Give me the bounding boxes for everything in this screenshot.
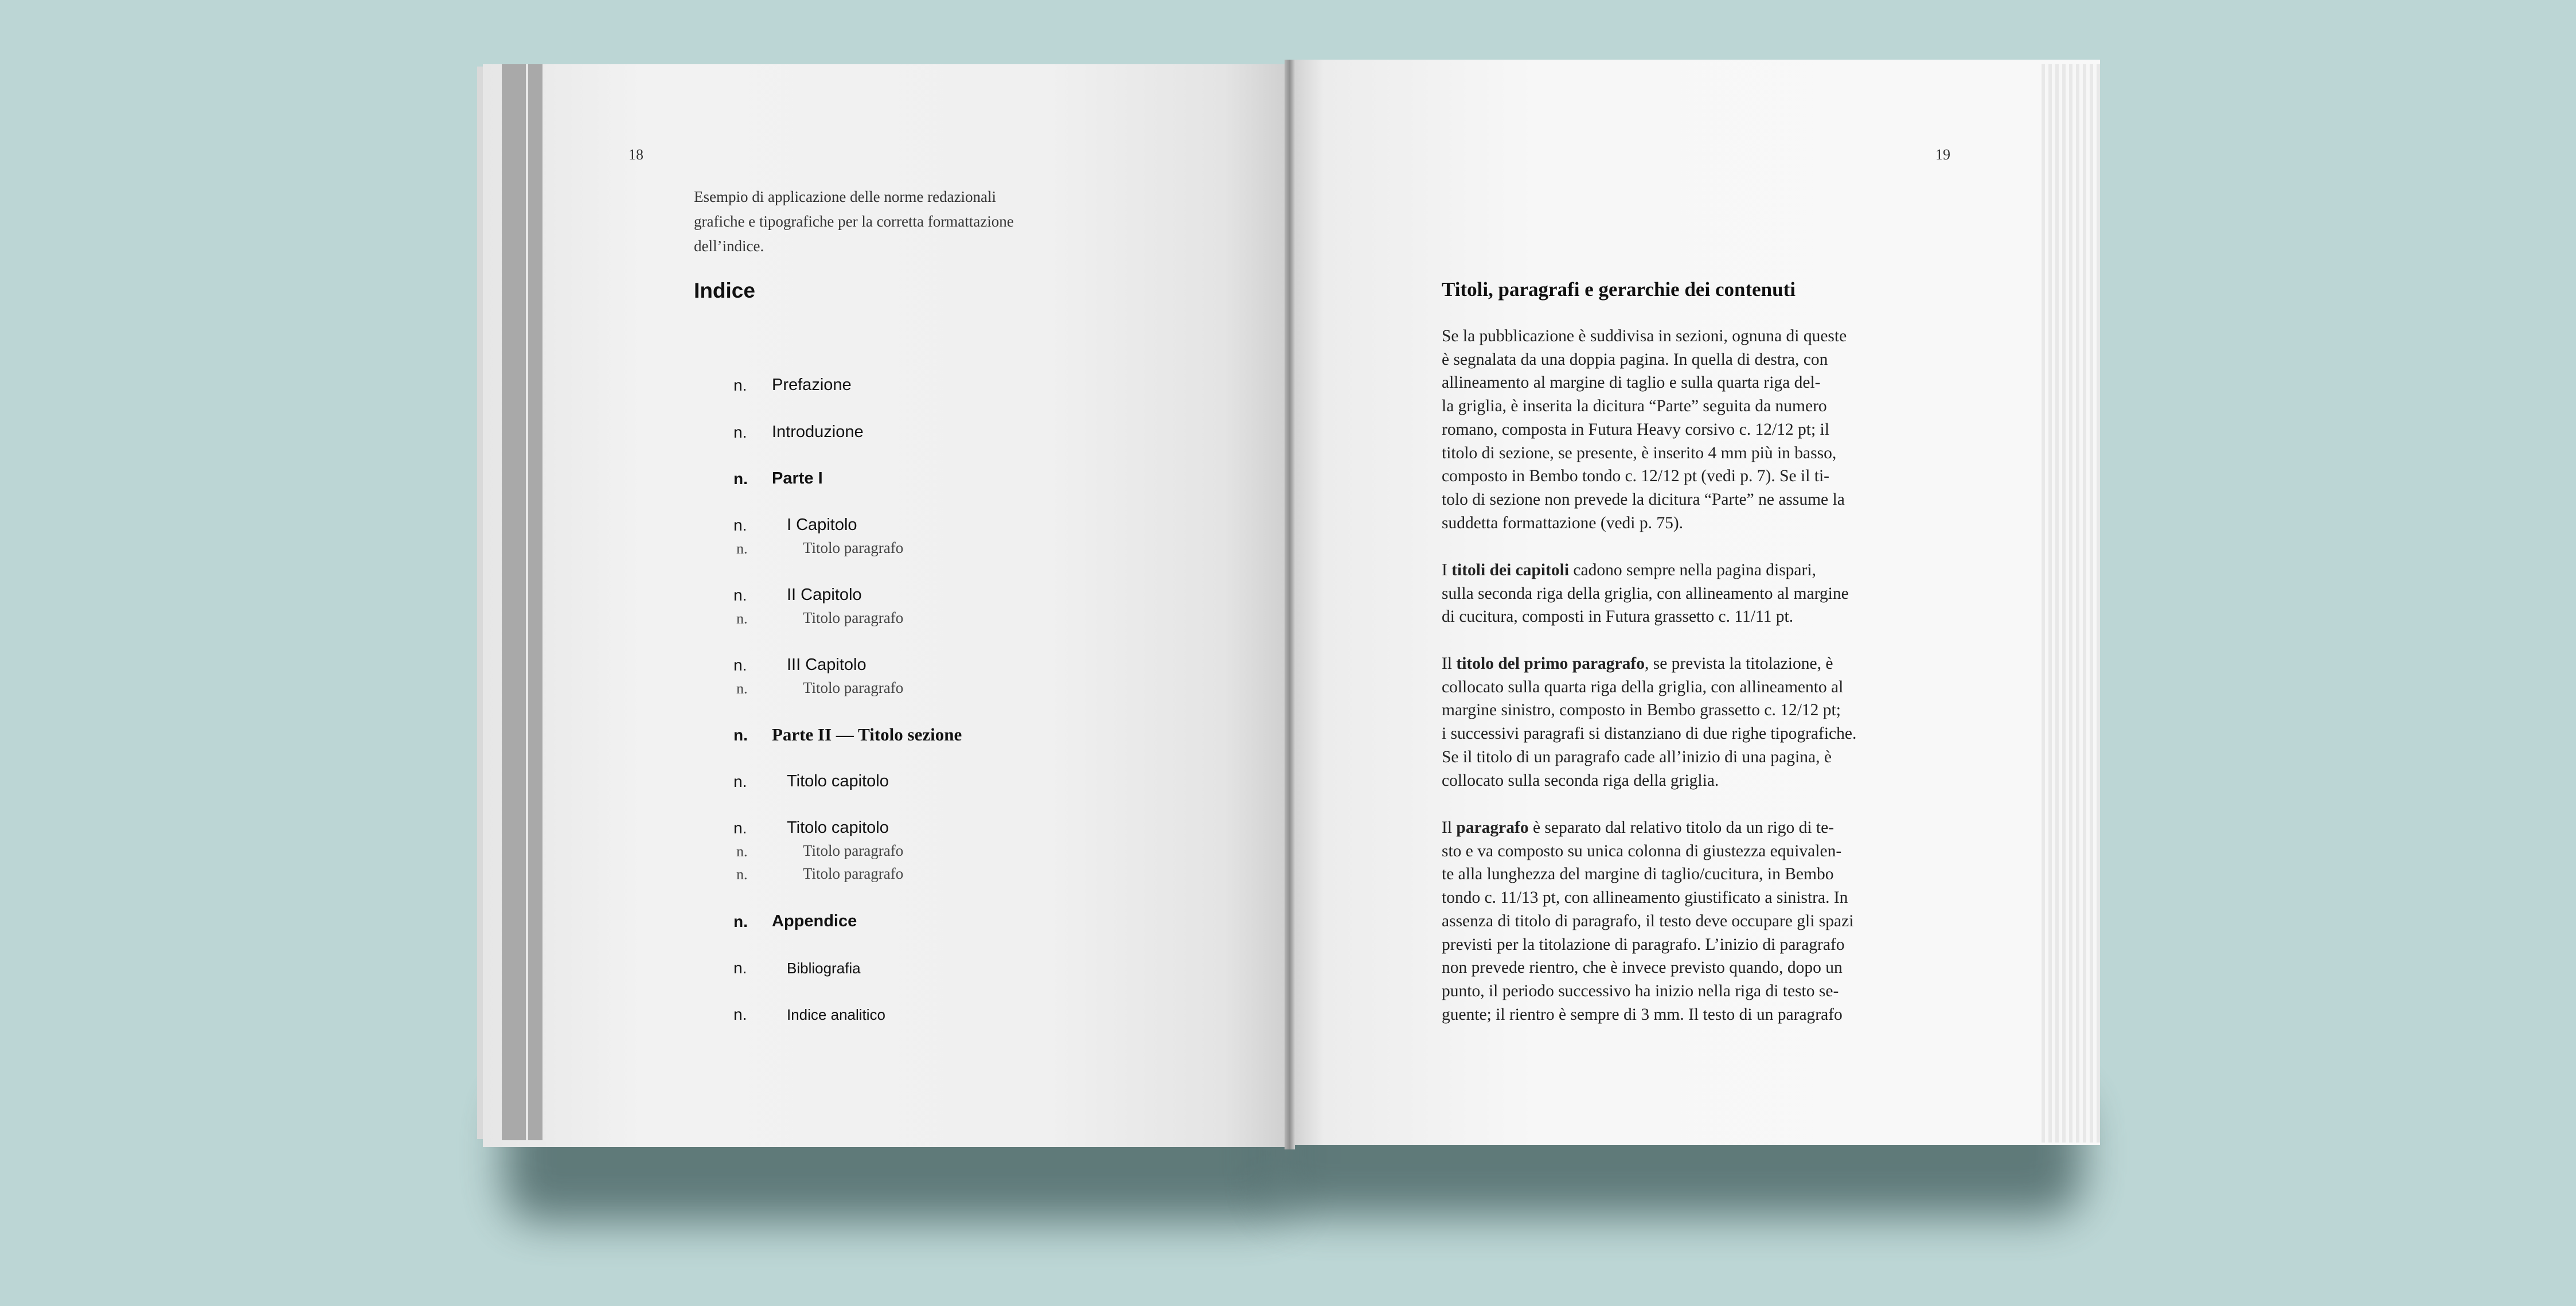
toc-entry: Prefazione bbox=[772, 376, 852, 394]
text-line bbox=[1442, 652, 1889, 676]
text-line: suddetta formattazione (vedi p. 75). bbox=[1442, 513, 1684, 532]
text-line: titolo di sezione, se presente, è inserito 4 mm più in basso, bbox=[1442, 443, 1837, 462]
toc-entry: Titolo paragrafo bbox=[803, 539, 904, 556]
body-paragraph-1 bbox=[1442, 325, 1889, 535]
toc-entry: I Capitolo bbox=[787, 516, 857, 534]
text-line: assenza di titolo di paragrafo, il testo deve occupare gli spazi bbox=[1442, 911, 1854, 930]
toc-entry: Titolo capitolo bbox=[787, 772, 889, 790]
toc-number: n. bbox=[733, 773, 747, 790]
text-line: non prevede rientro, che è invece previsto quando, dopo un bbox=[1442, 958, 1843, 977]
text-line: allineamento al margine di taglio e sulla quarta riga del- bbox=[1442, 373, 1821, 392]
toc-entry: Parte II — Titolo sezione bbox=[772, 724, 962, 744]
text-line: sulla seconda riga della griglia, con allineamento al margine bbox=[1442, 584, 1849, 603]
text-line: Se il titolo di un paragrafo cade all’inizio di una pagina, è bbox=[1442, 747, 1832, 766]
text-line: è segnalata da una doppia pagina. In quella di destra, con bbox=[1442, 350, 1828, 369]
text-lead: Il bbox=[1442, 818, 1457, 837]
text-line bbox=[1442, 559, 1889, 582]
text-line: previsti per la titolazione di paragrafo. L’inizio di paragrafo bbox=[1442, 935, 1845, 954]
section-heading: Titoli, paragrafi e gerarchie dei contenuti bbox=[1442, 278, 1796, 301]
toc-number: n. bbox=[733, 913, 748, 930]
toc-number: n. bbox=[733, 376, 747, 394]
book-spine bbox=[1285, 60, 1295, 1149]
margin-stripe bbox=[502, 64, 526, 1140]
body-paragraph-3 bbox=[1442, 652, 1889, 792]
text-line: la griglia, è inserita la dicitura “Parte” seguita da numero bbox=[1442, 397, 1827, 416]
toc-entry: Titolo paragrafo bbox=[803, 679, 904, 696]
bold-term: titoli dei capitoli bbox=[1451, 561, 1570, 579]
toc-number: n. bbox=[736, 540, 748, 557]
body-paragraph-4 bbox=[1442, 816, 1889, 1026]
bold-term: titolo del primo paragrafo bbox=[1456, 654, 1645, 673]
text-lead: Il bbox=[1442, 654, 1457, 673]
margin-stripe bbox=[528, 64, 542, 1140]
toc-number: n. bbox=[736, 866, 748, 883]
text-line: punto, il periodo successivo ha inizio nella riga di testo se- bbox=[1442, 981, 1839, 1000]
text-line: tondo c. 11/13 pt, con allineamento giustificato a sinistra. In bbox=[1442, 888, 1848, 907]
text-lead: I bbox=[1442, 561, 1452, 579]
toc-number: n. bbox=[733, 959, 747, 977]
toc-number: n. bbox=[733, 1005, 747, 1023]
toc-entry: II Capitolo bbox=[787, 586, 862, 604]
body-paragraph-2 bbox=[1442, 559, 1889, 629]
text-line: composto in Bembo tondo c. 12/12 pt (vedi p. 7). Se il ti- bbox=[1442, 467, 1829, 486]
toc-entry: III Capitolo bbox=[787, 656, 867, 674]
toc-number: n. bbox=[736, 843, 748, 860]
toc-entry: Appendice bbox=[772, 912, 857, 930]
text-line: Se la pubblicazione è suddivisa in sezioni, ognuna di queste bbox=[1442, 327, 1847, 345]
toc-entry: Bibliografia bbox=[787, 960, 861, 977]
toc-entry: Titolo paragrafo bbox=[803, 609, 904, 626]
text-line: i successivi paragrafi si distanziano di due righe tipografiche. bbox=[1442, 724, 1857, 743]
text-line: di cucitura, composti in Futura grassetto c. 11/11 pt. bbox=[1442, 607, 1794, 626]
text-line: te alla lunghezza del margine di taglio/cucitura, in Bembo bbox=[1442, 865, 1834, 884]
toc-number: n. bbox=[733, 656, 747, 674]
page-number-right: 19 bbox=[1935, 146, 1950, 163]
toc-number: n. bbox=[733, 516, 747, 534]
toc-number: n. bbox=[736, 680, 748, 697]
toc-entry: Titolo paragrafo bbox=[803, 865, 904, 882]
index-intro-text: Esempio di applicazione delle norme redazionali grafiche e tipografiche per la corretta formattazione dell’indice. bbox=[694, 188, 1014, 255]
toc-number: n. bbox=[733, 726, 748, 744]
page-stack-right bbox=[2042, 64, 2100, 1143]
text-line bbox=[1442, 816, 1889, 840]
text-rest: cadono sempre nella pagina dispari, bbox=[1569, 561, 1816, 579]
bold-term: paragrafo bbox=[1456, 818, 1529, 837]
text-rest: è separato dal relativo titolo da un rigo di te- bbox=[1528, 818, 1835, 837]
index-heading: Indice bbox=[694, 279, 755, 302]
text-line: collocato sulla quarta riga della griglia, con allineamento al bbox=[1442, 677, 1844, 696]
page-number-left: 18 bbox=[629, 146, 643, 163]
text-rest: , se prevista la titolazione, è bbox=[1644, 654, 1833, 673]
toc-number: n. bbox=[733, 423, 747, 441]
toc-number: n. bbox=[736, 610, 748, 627]
toc-entry: Parte I bbox=[772, 469, 823, 488]
text-line: guente; il rientro è sempre di 3 mm. Il testo di un paragrafo bbox=[1442, 1005, 1843, 1024]
text-line: tolo di sezione non prevede la dicitura “Parte” ne assume la bbox=[1442, 490, 1845, 509]
text-line: romano, composta in Futura Heavy corsivo c. 12/12 pt; il bbox=[1442, 420, 1829, 439]
toc-entry: Titolo capitolo bbox=[787, 818, 889, 837]
text-line: margine sinistro, composto in Bembo grassetto c. 12/12 pt; bbox=[1442, 701, 1841, 720]
text-line: collocato sulla seconda riga della griglia. bbox=[1442, 771, 1719, 790]
toc-number: n. bbox=[733, 819, 747, 837]
toc-entry: Introduzione bbox=[772, 423, 864, 441]
toc-number: n. bbox=[733, 470, 748, 488]
toc-entry: Indice analitico bbox=[787, 1006, 885, 1023]
toc-number: n. bbox=[733, 586, 747, 604]
text-line: sto e va composto su unica colonna di giustezza equivalen- bbox=[1442, 841, 1842, 860]
toc-entry: Titolo paragrafo bbox=[803, 842, 904, 859]
